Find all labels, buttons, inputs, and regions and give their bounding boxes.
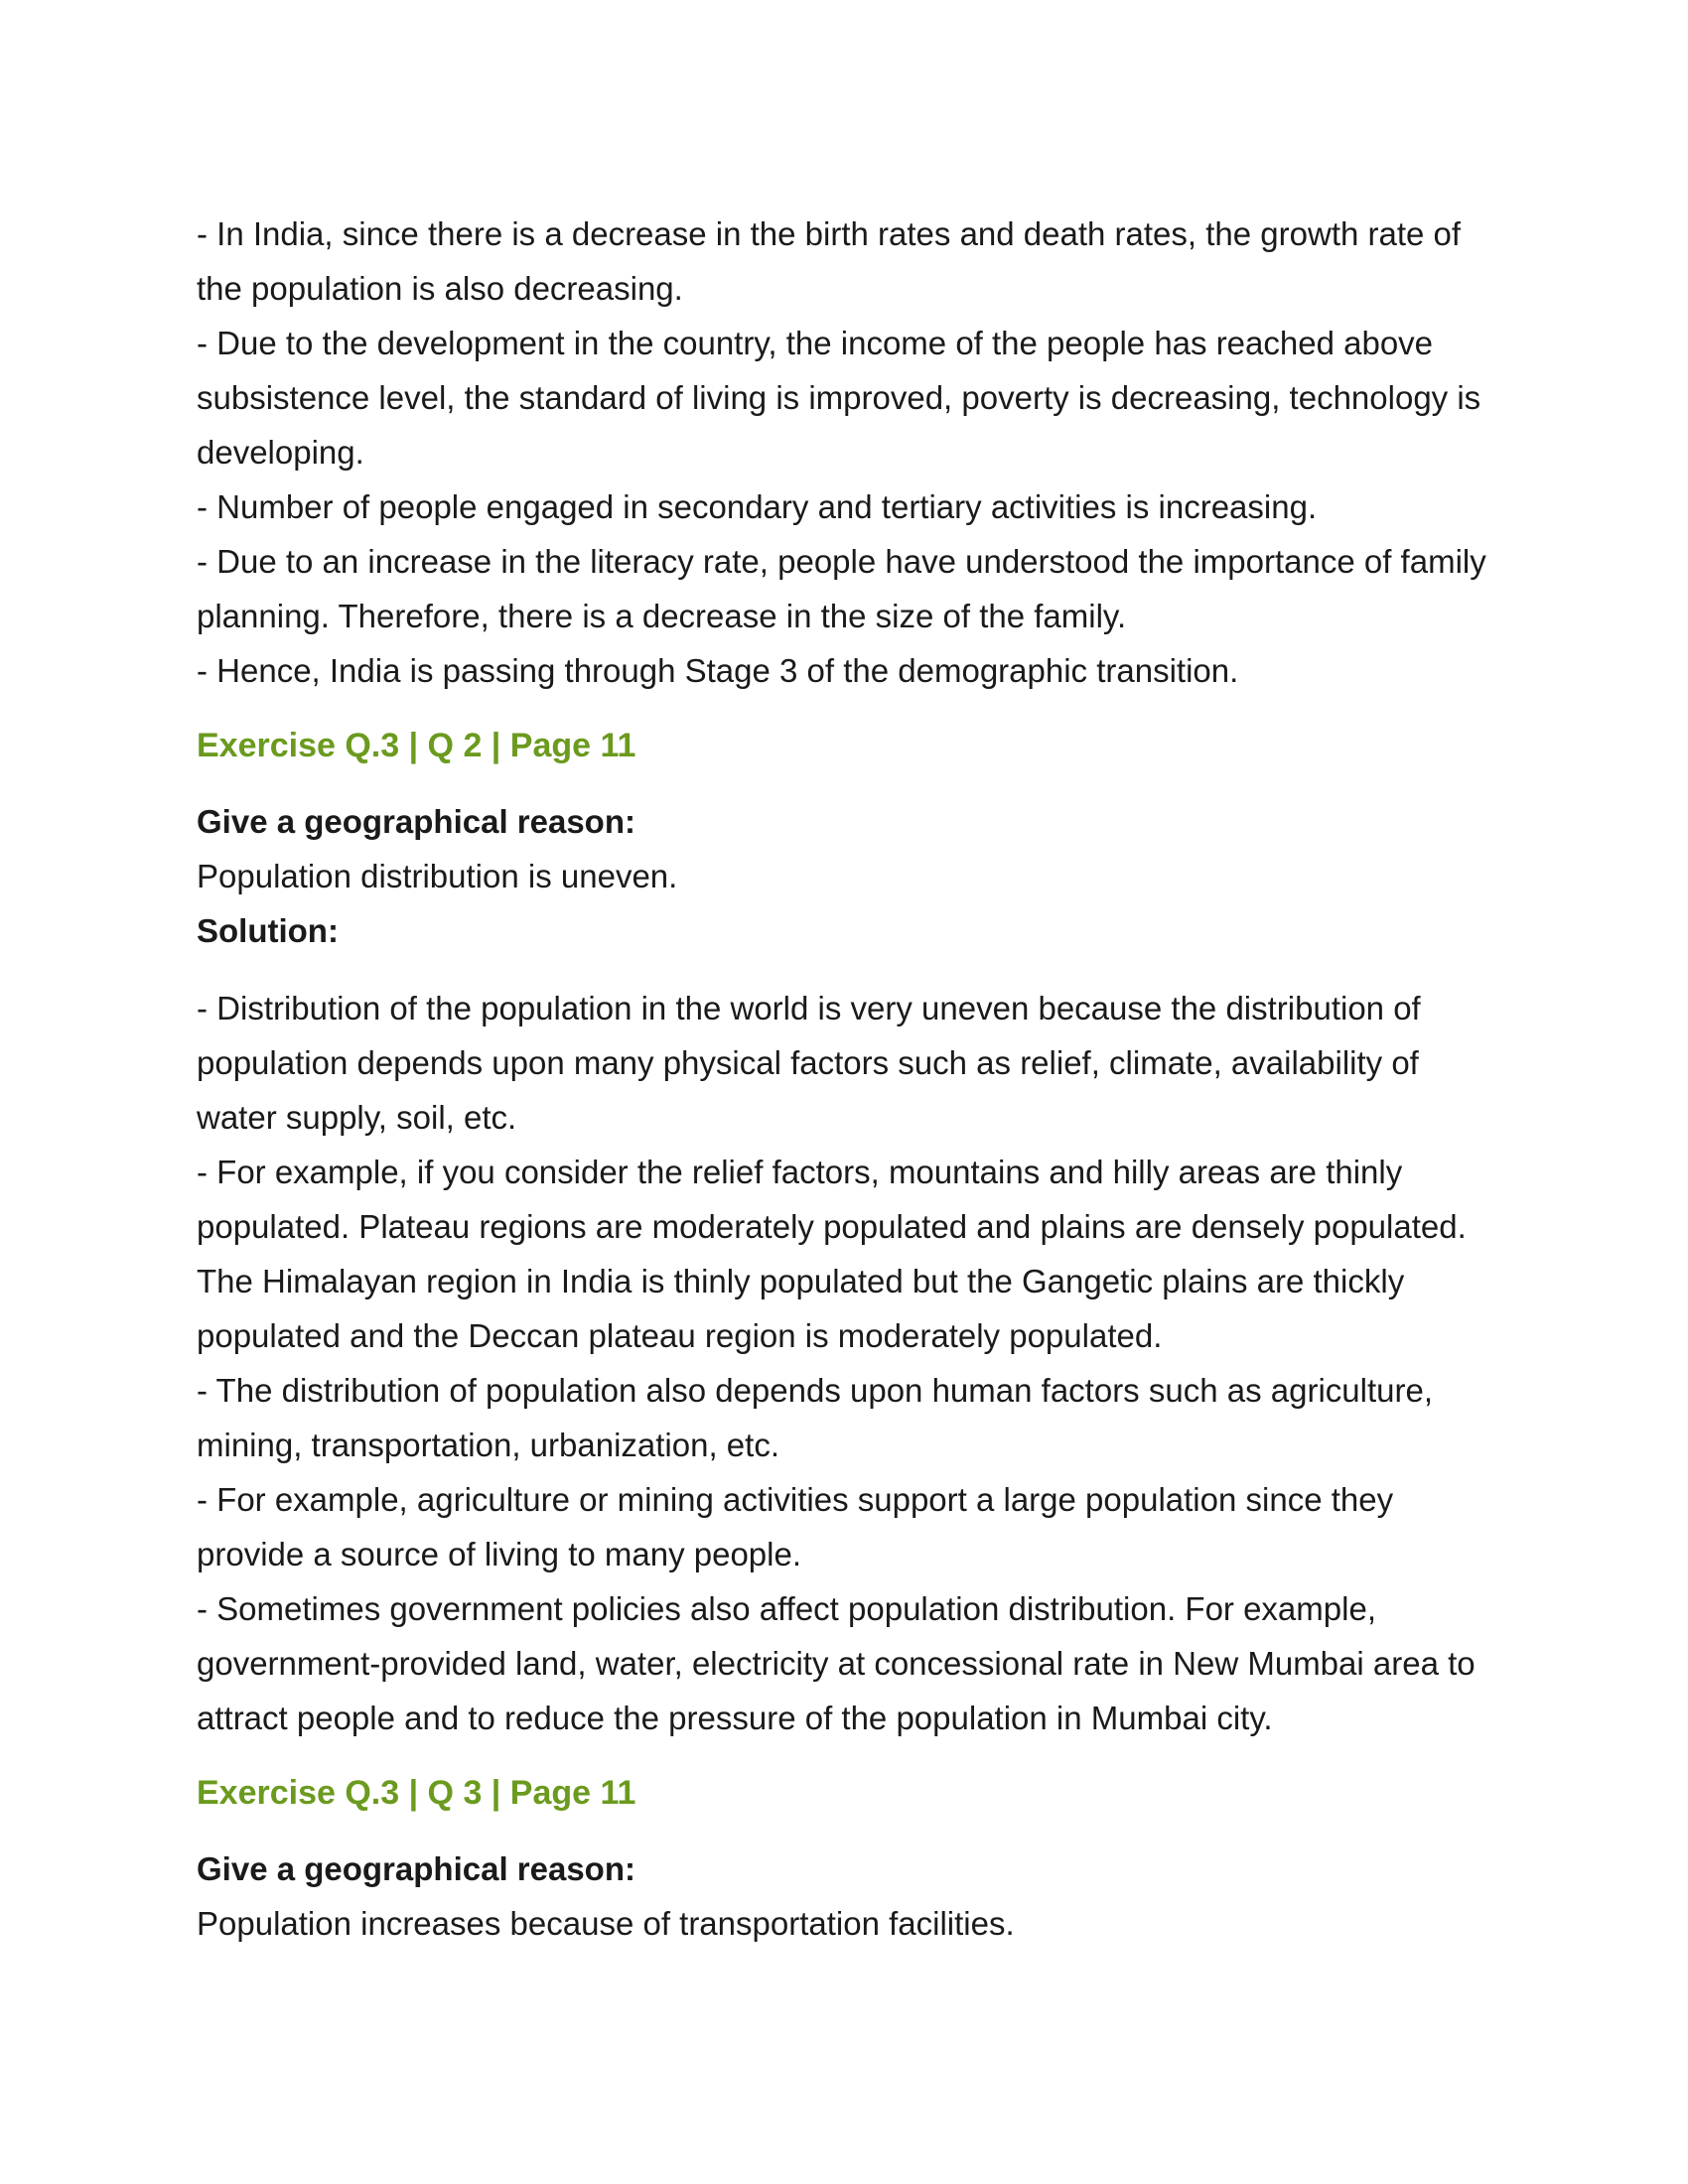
answer-paragraph: - For example, if you consider the relief factors, mountains and hilly areas are thinly populated. Plateau regions are moderately populated and plains are densely populated. The Himalayan region in India is thinly populated but the Gangetic plains are thickly populated and the Deccan plateau region is moderately populated.	[197, 1154, 1467, 1354]
question-text: Population increases because of transportation facilities.	[197, 1905, 1015, 1942]
answer-paragraph: - Due to an increase in the literacy rate, people have understood the importance of family planning. Therefore, there is a decrease in the size of the family.	[197, 543, 1486, 634]
answer-paragraph: - In India, since there is a decrease in the birth rates and death rates, the growth rate of the population is also decreasing.	[197, 215, 1462, 307]
answer-paragraph: - Distribution of the population in the world is very uneven because the distribution of population depends upon many physical factors such as relief, climate, availability of water supply, soil, etc.	[197, 990, 1421, 1136]
section1-answer	[197, 206, 1487, 698]
answer-paragraph: - Number of people engaged in secondary and tertiary activities is increasing.	[197, 488, 1318, 525]
prompt-label: Give a geographical reason:	[197, 803, 635, 840]
question-text: Population distribution is uneven.	[197, 858, 678, 894]
answer-paragraph: - For example, agriculture or mining activities support a large population since they provide a source of living to many people.	[197, 1481, 1394, 1572]
answer-paragraph: - The distribution of population also depends upon human factors such as agriculture, mining, transportation, urbanization, etc.	[197, 1372, 1433, 1463]
exercise-heading-q3: Exercise Q.3 | Q 3 | Page 11	[197, 1774, 636, 1812]
answer-paragraph: - Sometimes government policies also affect population distribution. For example, government-provided land, water, electricity at concessional rate in New Mumbai area to attract people and to reduce the pressure of the population in Mumbai city.	[197, 1590, 1476, 1736]
document-page	[197, 206, 1487, 1951]
answer-paragraph: - Hence, India is passing through Stage 3 of the demographic transition.	[197, 652, 1239, 689]
solution-label: Solution:	[197, 912, 339, 949]
exercise-heading-q2: Exercise Q.3 | Q 2 | Page 11	[197, 727, 636, 764]
q2-solution	[197, 981, 1487, 1745]
answer-paragraph: - Due to the development in the country, the income of the people has reached above subsistence level, the standard of living is improved, poverty is decreasing, technology is developing.	[197, 325, 1481, 471]
prompt-label: Give a geographical reason:	[197, 1850, 635, 1887]
